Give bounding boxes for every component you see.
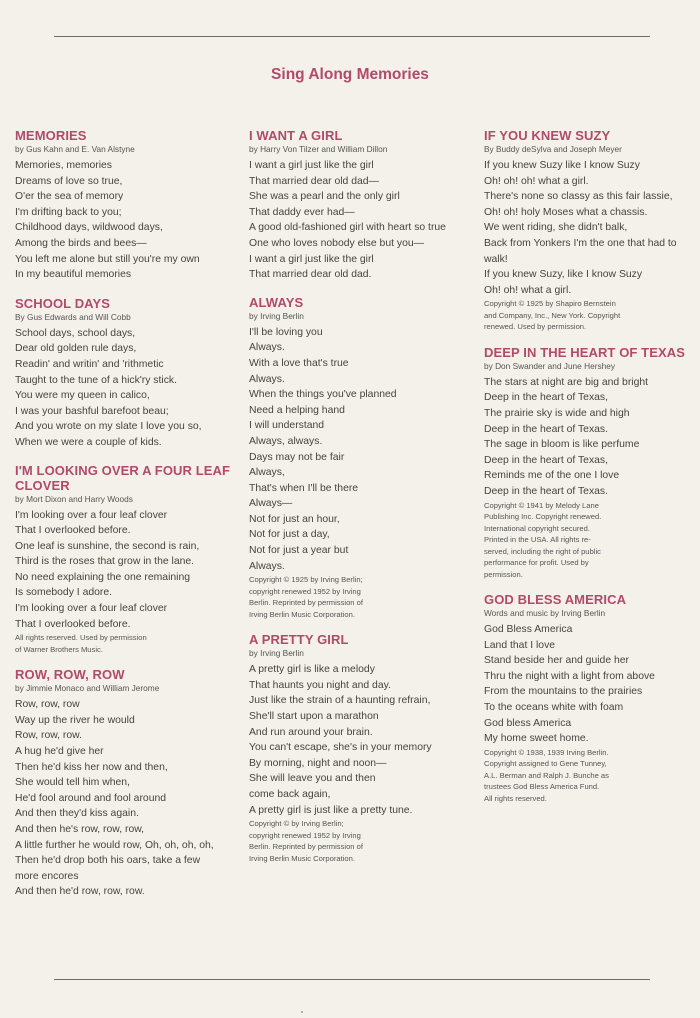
lyric-line: Then he'd drop both his oars, take a few xyxy=(15,855,201,867)
copyright-line: Copyright © 1925 by Shapiro Bernstein xyxy=(484,299,616,309)
lyric-line: She was a pearl and the only girl xyxy=(249,191,400,203)
song-credit: Words and music by Irving Berlin xyxy=(484,608,606,619)
copyright-line: permission. xyxy=(484,569,523,579)
lyric-line: He'd fool around and fool around xyxy=(15,792,167,804)
lyric-line: With a love that's true xyxy=(249,357,349,369)
lyric-line: I was your bashful barefoot beau; xyxy=(15,405,169,417)
lyric-line: I will understand xyxy=(249,420,325,432)
song-credit: by Don Swander and June Hershey xyxy=(484,360,615,371)
lyric-line: Dreams of love so true, xyxy=(15,175,123,187)
lyric-line: Deep in the heart of Texas, xyxy=(484,454,608,466)
song-credit: by Irving Berlin xyxy=(249,648,304,659)
copyright-line: Publishing Inc. Copyright renewed. xyxy=(484,512,602,522)
song-credit: By Gus Edwards and Will Cobb xyxy=(15,311,131,322)
lyric-line: I'm looking over a four leaf clover xyxy=(15,509,168,521)
song-deep-in-the-heart-of-texas xyxy=(484,345,696,580)
lyric-line: And you wrote on my slate I love you so, xyxy=(15,421,202,433)
song-if-you-knew-suzy xyxy=(484,128,696,333)
lyric-line: Not for just a year but xyxy=(249,545,349,557)
lyric-line: A pretty girl is like a melody xyxy=(249,664,375,676)
lyric-line: Not for just an hour, xyxy=(249,513,340,525)
copyright-line: copyright renewed 1952 by Irving xyxy=(249,830,361,840)
lyric-line: Days may not be fair xyxy=(249,451,345,463)
lyric-line: If you knew Suzy like I know Suzy xyxy=(484,160,640,171)
bottom-rule xyxy=(54,979,650,980)
lyric-line: Thru the night with a light from above xyxy=(484,670,655,682)
lyrics xyxy=(15,508,240,633)
lyrics xyxy=(15,697,240,900)
lyrics xyxy=(249,325,471,575)
lyric-line: She'll start upon a marathon xyxy=(249,711,379,723)
copyright-line: All rights reserved. xyxy=(484,793,547,803)
lyric-line: That haunts you night and day. xyxy=(249,679,391,691)
lyric-line: When the things you've planned xyxy=(249,389,397,401)
copyright-line: Copyright © 1938, 1939 Irving Berlin. xyxy=(484,747,609,757)
copyright-line: Copyright © 1925 by Irving Berlin; xyxy=(249,575,363,585)
lyric-line: more encores xyxy=(15,870,79,882)
lyric-line: That's when I'll be there xyxy=(249,482,359,494)
lyric-line: Oh! oh! holy Moses what a chassis. xyxy=(484,206,648,218)
song-four-leaf-clover xyxy=(15,463,240,656)
copyright-line: Irving Berlin Music Corporation. xyxy=(249,853,355,863)
copyright-line: and Company, Inc., New York. Copyright xyxy=(484,310,621,320)
lyric-line: She will leave you and then xyxy=(249,773,376,785)
lyrics xyxy=(484,622,696,747)
copyright-note xyxy=(484,298,696,333)
song-title: MEMORIES xyxy=(15,128,87,143)
lyrics xyxy=(249,662,471,818)
lyric-line: And run around your brain. xyxy=(249,726,373,738)
lyric-line: The prairie sky is wide and high xyxy=(484,408,630,420)
lyric-line: Always. xyxy=(249,342,285,354)
lyric-line: I'm looking over a four leaf clover xyxy=(15,603,168,615)
lyric-line: You left me alone but still you're my own xyxy=(15,253,200,265)
song-row-row-row xyxy=(15,667,240,900)
lyric-line: And then he'd row, row, row. xyxy=(15,886,145,898)
lyric-line: come back again, xyxy=(249,789,331,800)
song-title: IF YOU KNEW SUZY xyxy=(484,128,611,143)
lyric-line: School days, school days, xyxy=(15,327,136,339)
lyric-line: My home sweet home. xyxy=(484,733,589,745)
song-title: A PRETTY GIRL xyxy=(249,632,349,648)
lyric-line: And then they'd kiss again. xyxy=(15,808,139,820)
copyright-line: Printed in the USA. All rights re- xyxy=(484,535,591,545)
song-title-line-2: CLOVER xyxy=(15,477,70,493)
top-rule xyxy=(54,36,650,37)
copyright-line: trustees God Bless America Fund. xyxy=(484,782,600,792)
copyright-line: Copyright © by Irving Berlin; xyxy=(249,819,344,829)
song-credit: by Jimmie Monaco and William Jerome xyxy=(15,683,160,694)
song-title: ROW, ROW, ROW xyxy=(15,667,125,683)
copyright-line: Berlin. Reprinted by permission of xyxy=(249,842,363,852)
lyrics xyxy=(249,158,471,283)
lyric-line: Among the birds and bees— xyxy=(15,237,147,249)
copyright-note xyxy=(249,574,471,620)
song-title: SCHOOL DAYS xyxy=(15,295,111,311)
lyric-line: There's none so classy as this fair lassie, xyxy=(484,191,673,203)
song-credit: by Gus Kahn and E. Van Alstyne xyxy=(15,144,135,154)
lyric-line: Always. xyxy=(249,560,285,572)
lyric-line: A little further he would row, Oh, oh, oh, oh, xyxy=(15,839,214,851)
copyright-line: of Warner Brothers Music. xyxy=(15,644,103,654)
lyric-line: Always. xyxy=(249,373,285,385)
lyric-line: Deep in the heart of Texas. xyxy=(484,486,608,497)
lyric-line: Oh! oh! what a girl. xyxy=(484,284,572,296)
lyric-line: A hug he'd give her xyxy=(15,746,104,758)
lyric-line: Always, xyxy=(249,467,285,479)
lyric-line: Deep in the heart of Texas. xyxy=(484,423,608,435)
lyric-line: Reminds me of the one I love xyxy=(484,470,620,482)
lyric-line: Taught to the tune of a hick'ry stick. xyxy=(15,374,177,386)
song-credit: by Harry Von Tilzer and William Dillon xyxy=(249,144,388,154)
lyric-line: I want a girl just like the girl xyxy=(249,253,374,265)
lyric-line: Just like the strain of a haunting refrain, xyxy=(249,695,431,707)
column-left xyxy=(15,128,240,900)
copyright-line: Copyright © 1941 by Melody Lane xyxy=(484,500,599,510)
song-title: GOD BLESS AMERICA xyxy=(484,592,627,608)
lyric-line: If you knew Suzy, like I know Suzy xyxy=(484,269,643,281)
lyric-line: God Bless America xyxy=(484,624,573,636)
lyric-line: A good old-fashioned girl with heart so true xyxy=(249,222,446,234)
lyrics xyxy=(484,375,696,500)
song-title: ALWAYS xyxy=(249,294,304,310)
lyric-line: Stand beside her and guide her xyxy=(484,655,630,667)
lyric-line: walk! xyxy=(484,253,508,265)
lyric-line: God bless America xyxy=(484,717,572,729)
copyright-note xyxy=(484,747,696,805)
copyright-line: All rights reserved. Used by permission xyxy=(15,633,147,643)
lyric-line: Deep in the heart of Texas, xyxy=(484,392,608,404)
lyric-line: That daddy ever had— xyxy=(249,206,355,218)
lyric-line: To the oceans white with foam xyxy=(484,702,624,714)
copyright-line: Copyright assigned to Gene Tunney, xyxy=(484,759,607,769)
lyric-line: That married dear old dad. xyxy=(249,269,372,281)
song-credit: by Mort Dixon and Harry Woods xyxy=(15,493,133,504)
page-speck xyxy=(301,1011,303,1013)
page-title: Sing Along Memories xyxy=(271,66,429,83)
lyric-line: The stars at night are big and bright xyxy=(484,376,649,388)
song-school-days xyxy=(15,296,240,451)
lyric-line: The sage in bloom is like perfume xyxy=(484,439,640,451)
lyric-line: She would tell him when, xyxy=(15,777,130,789)
lyric-line: Childhood days, wildwood days, xyxy=(15,222,163,234)
lyric-line: Memories, memories xyxy=(15,160,112,171)
lyric-line: Land that I love xyxy=(484,639,556,651)
lyric-line: Is somebody I adore. xyxy=(15,587,113,599)
song-title: DEEP IN THE HEART OF TEXAS xyxy=(484,344,685,360)
lyric-line: We went riding, she didn't balk, xyxy=(484,222,628,234)
song-a-pretty-girl xyxy=(249,632,471,864)
song-credit: by Irving Berlin xyxy=(249,310,304,321)
lyric-line: Always, always. xyxy=(249,435,323,447)
lyric-line: Row, row, row. xyxy=(15,730,82,742)
lyric-line: By morning, night and noon— xyxy=(249,757,387,769)
lyric-line: When we were a couple of kids. xyxy=(15,436,162,448)
lyric-line: One who loves nobody else but you— xyxy=(249,237,425,249)
copyright-note xyxy=(15,632,240,655)
song-memories xyxy=(15,128,240,283)
lyric-line: Then he'd kiss her now and then, xyxy=(15,761,168,773)
lyric-line: O'er the sea of memory xyxy=(15,191,124,203)
lyric-line: And then he's row, row, row, xyxy=(15,824,145,835)
lyric-line: Readin' and writin' and 'rithmetic xyxy=(15,358,164,370)
copyright-line: Berlin. Reprinted by permission of xyxy=(249,598,363,608)
copyright-line: performance for profit. Used by xyxy=(484,558,589,568)
column-right xyxy=(484,128,696,804)
lyrics xyxy=(15,326,240,451)
lyric-line: You can't escape, she's in your memory xyxy=(249,742,432,754)
lyric-line: Not for just a day, xyxy=(249,529,330,541)
lyric-line: You were my queen in calico, xyxy=(15,390,150,402)
copyright-line: served, including the right of public xyxy=(484,546,601,556)
lyric-line: That I overlooked before. xyxy=(15,525,131,537)
copyright-line: copyright renewed 1952 by Irving xyxy=(249,586,361,596)
lyrics xyxy=(15,158,240,283)
copyright-line: Irving Berlin Music Corporation. xyxy=(249,609,355,619)
lyric-line: That married dear old dad— xyxy=(249,175,379,187)
lyric-line: Row, row, row xyxy=(15,699,80,711)
lyric-line: I'm drifting back to you; xyxy=(15,206,122,218)
copyright-line: A.L. Berman and Ralph J. Bunche as xyxy=(484,770,609,780)
song-credit: By Buddy deSylva and Joseph Meyer xyxy=(484,144,622,154)
copyright-line: International copyright secured. xyxy=(484,523,590,533)
lyric-line: That I overlooked before. xyxy=(15,618,131,630)
column-middle xyxy=(249,128,471,864)
song-title-line-1: I'M LOOKING OVER A FOUR LEAF xyxy=(15,462,231,478)
copyright-line: renewed. Used by permission. xyxy=(484,322,587,332)
song-i-want-a-girl xyxy=(249,128,471,283)
copyright-note xyxy=(249,818,471,864)
lyric-line: A pretty girl is just like a pretty tune. xyxy=(249,804,413,816)
lyric-line: Always— xyxy=(249,498,293,510)
lyric-line: Third is the roses that grow in the lane. xyxy=(15,556,195,568)
song-always xyxy=(249,295,471,621)
copyright-note xyxy=(484,500,696,581)
song-god-bless-america xyxy=(484,592,696,804)
lyric-line: In my beautiful memories xyxy=(15,269,132,281)
lyric-line: Dear old golden rule days, xyxy=(15,343,137,355)
lyrics xyxy=(484,158,696,298)
lyric-line: Way up the river he would xyxy=(15,714,135,726)
lyric-line: I'll be loving you xyxy=(249,326,323,338)
lyric-line: Back from Yonkers I'm the one that had to xyxy=(484,237,677,249)
lyric-line: From the mountains to the prairies xyxy=(484,686,643,698)
lyric-line: Need a helping hand xyxy=(249,404,345,416)
song-title: I WANT A GIRL xyxy=(249,128,343,143)
lyric-line: One leaf is sunshine, the second is rain, xyxy=(15,540,200,552)
lyric-line: Oh! oh! oh! what a girl. xyxy=(484,175,589,187)
lyric-line: I want a girl just like the girl xyxy=(249,160,374,171)
lyric-line: No need explaining the one remaining xyxy=(15,571,191,583)
